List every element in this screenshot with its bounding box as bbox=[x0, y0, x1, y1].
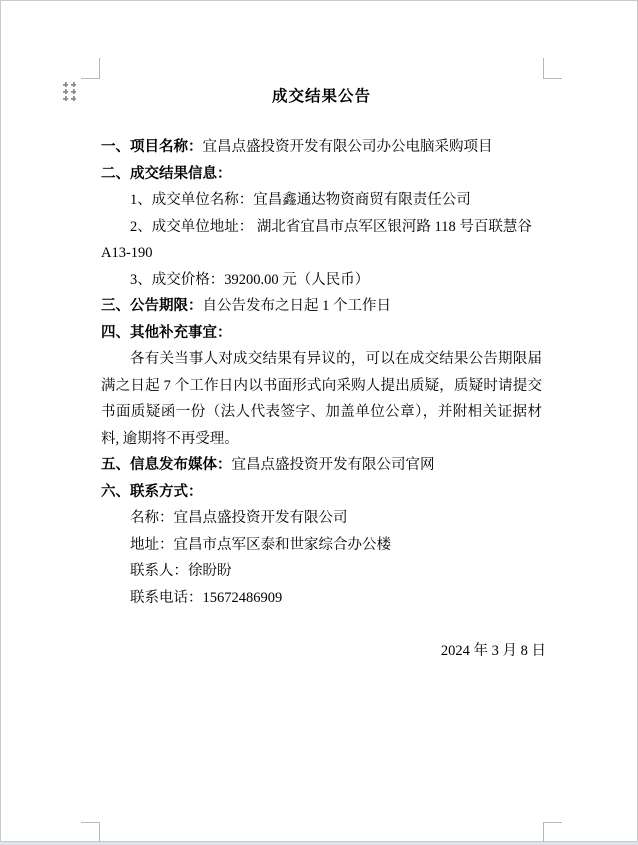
text-segment: 名称：宜昌点盛投资开发有限公司 bbox=[130, 510, 348, 526]
handle-dot bbox=[63, 89, 68, 94]
handle-dot bbox=[63, 82, 68, 87]
doc-line[interactable] bbox=[101, 187, 542, 214]
handle-dot bbox=[71, 89, 76, 94]
text-segment: 三、公告期限： bbox=[101, 298, 203, 314]
drag-handle-dots-icon[interactable] bbox=[63, 82, 76, 101]
doc-line[interactable] bbox=[101, 505, 542, 532]
doc-line[interactable] bbox=[101, 240, 542, 267]
doc-line[interactable] bbox=[101, 161, 542, 188]
doc-line[interactable] bbox=[101, 214, 542, 241]
text-segment: 宜昌点盛投资开发有限公司办公电脑采购项目 bbox=[202, 139, 493, 155]
text-segment: 2、成交单位地址： 湖北省宜昌市点军区银河路 118 号百联慧谷 bbox=[130, 218, 532, 235]
document-body bbox=[101, 134, 542, 611]
doc-line[interactable] bbox=[101, 399, 542, 426]
text-segment: 地址：宜昌市点军区泰和世家综合办公楼 bbox=[130, 536, 391, 553]
doc-line[interactable] bbox=[101, 585, 542, 612]
text-segment: 联系人：徐盼盼 bbox=[130, 563, 232, 579]
text-segment: 四、其他补充事宜： bbox=[101, 324, 232, 341]
handle-dot bbox=[63, 96, 68, 101]
text-segment: 二、成交结果信息： bbox=[101, 165, 232, 182]
text-segment: 3、成交价格：39200.00 元（人民币） bbox=[130, 271, 370, 288]
text-segment: 自公告发布之日起 1 个工作日 bbox=[202, 298, 391, 314]
text-segment: 一、项目名称： bbox=[101, 139, 203, 155]
text-segment: 1、成交单位名称：宜昌鑫通达物资商贸有限责任公司 bbox=[130, 192, 471, 208]
text-segment: A13-190 bbox=[101, 245, 153, 261]
text-segment: 满之日起 7 个工作日内以书面形式向采购人提出质疑，质疑时请提交 bbox=[101, 377, 542, 394]
doc-line[interactable] bbox=[101, 267, 542, 294]
doc-line[interactable] bbox=[101, 373, 542, 400]
doc-line[interactable] bbox=[101, 293, 542, 320]
doc-line[interactable] bbox=[101, 346, 542, 373]
text-segment: 五、信息发布媒体： bbox=[101, 457, 232, 473]
document-date: 2024 年 3 月 8 日 bbox=[440, 642, 546, 659]
text-segment: 宜昌点盛投资开发有限公司官网 bbox=[231, 457, 435, 473]
text-segment: 六、联系方式： bbox=[101, 483, 203, 500]
doc-line[interactable] bbox=[101, 320, 542, 347]
text-segment: 各有关当事人对成交结果有异议的，可以在成交结果公告期限届 bbox=[130, 351, 542, 367]
doc-line[interactable] bbox=[101, 134, 542, 161]
doc-line[interactable] bbox=[101, 558, 542, 585]
margin-crop-mark-top-right bbox=[543, 58, 562, 79]
handle-dot bbox=[71, 82, 76, 87]
handle-dot bbox=[71, 96, 76, 101]
doc-line[interactable] bbox=[101, 452, 542, 479]
margin-crop-mark-bottom-right bbox=[543, 822, 562, 842]
margin-crop-mark-top-left bbox=[81, 58, 100, 79]
text-segment: 联系电话：15672486909 bbox=[130, 589, 283, 606]
doc-line[interactable] bbox=[101, 479, 542, 506]
text-segment: 书面质疑函一份（法人代表签字、加盖单位公章），并附相关证据材 bbox=[101, 404, 542, 420]
document-title: 成交结果公告 bbox=[271, 88, 371, 105]
text-segment: 料, 逾期将不再受理。 bbox=[101, 430, 239, 447]
doc-line[interactable] bbox=[101, 426, 542, 453]
margin-crop-mark-bottom-left bbox=[81, 822, 100, 842]
doc-line[interactable] bbox=[101, 532, 542, 559]
document-content[interactable] bbox=[101, 83, 546, 664]
